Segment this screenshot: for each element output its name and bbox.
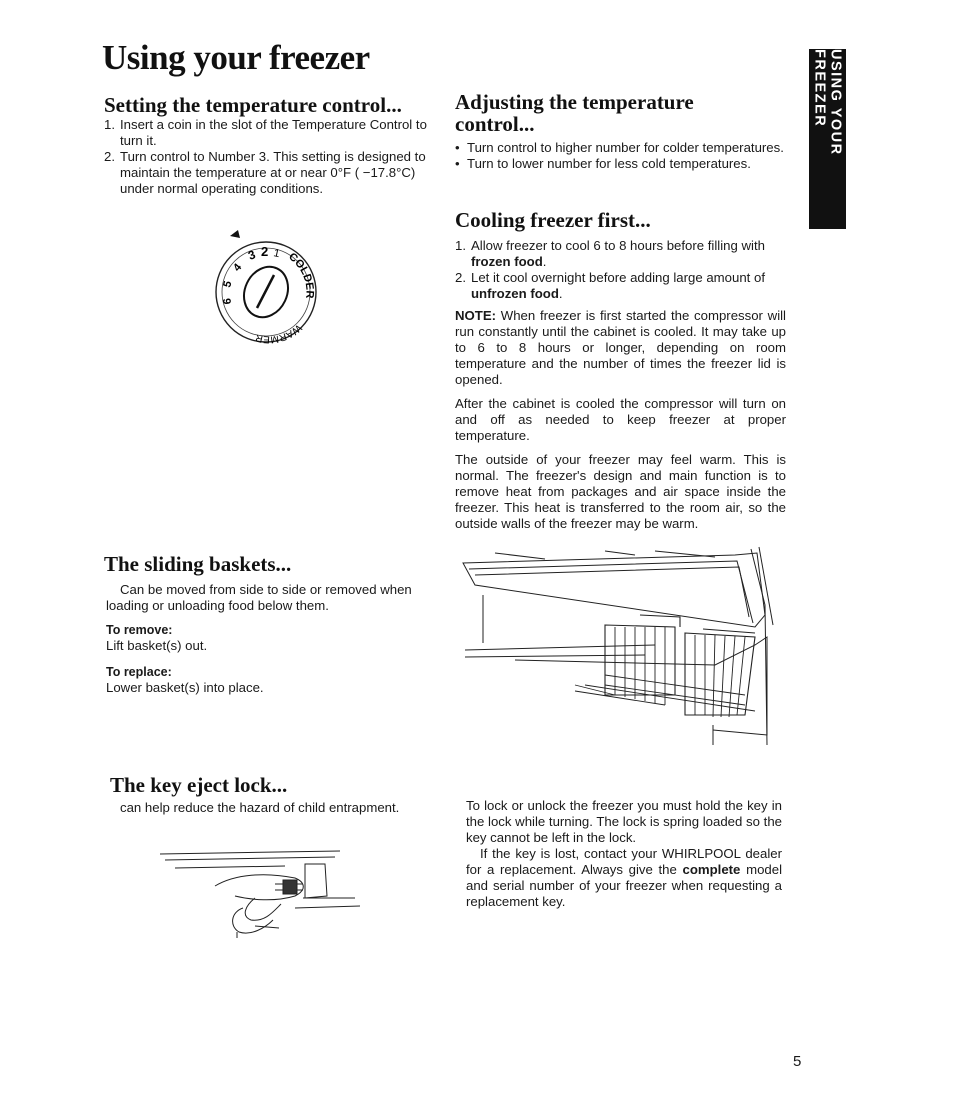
side-tab-label: USING YOUR FREEZER (811, 49, 844, 156)
lock-body (466, 798, 782, 910)
baskets-heading: The sliding baskets... (104, 552, 292, 576)
lock-para-1: To lock or unlock the freezer you must hold the key in the lock while turning. The lock is spring loaded so the key cannot be left in the lock. (466, 798, 782, 845)
dial-number-4: 4 (231, 261, 245, 274)
setting-step: 2. Turn control to Number 3. This setting is designed to maintain the temperature at or near 0°F ( −17.8°C) under normal operating conditions. (104, 149, 426, 196)
baskets-intro: Can be moved from side to side or removed when loading or unloading food below them. (106, 582, 412, 613)
dial-number-6: 6 (221, 297, 234, 305)
cooling-step: 1. Allow freezer to cool 6 to 8 hours before filling with frozen food. (455, 238, 765, 269)
lock-intro: can help reduce the hazard of child entrapment. (120, 800, 400, 815)
adjusting-bullet: • Turn to lower number for less cold temperatures. (455, 156, 785, 172)
dial-label-warmer: WARMER (254, 321, 304, 345)
baskets-replace-label: To replace: (106, 665, 172, 679)
dial-label-colder: COLDER (286, 250, 316, 299)
dial-number-1: 1 (272, 247, 281, 261)
temperature-dial-illustration (210, 228, 322, 348)
adjusting-heading: Adjusting the temperature control... (455, 90, 694, 136)
key-lock-illustration (155, 846, 365, 938)
dial-number-3: 3 (246, 247, 258, 263)
baskets-remove-text: Lift basket(s) out. (106, 638, 208, 653)
side-tab (809, 49, 846, 229)
freezer-baskets-illustration (455, 545, 785, 750)
page-title: Using your freezer (102, 38, 370, 77)
cooling-note: NOTE: When freezer is first started the compressor will run constantly until the cabinet is cooled. It may take up to 6 to 8 hours or longer, depending on room temperature and the number of times the freezer lid is opened. (455, 308, 786, 387)
pointer-mark (230, 230, 240, 238)
page-number: 5 (793, 1053, 802, 1070)
lock-para-2: If the key is lost, contact your WHIRLPOOL dealer for a replacement. Always give the complete model and serial number of your freezer when requesting a replacement key. (466, 846, 782, 909)
dial-number-2: 2 (261, 244, 269, 259)
cooling-heading: Cooling freezer first... (455, 208, 651, 232)
cooling-body (455, 238, 786, 532)
adjusting-bullet: • Turn control to higher number for colder temperatures. (455, 140, 785, 156)
setting-steps (104, 117, 436, 197)
cooling-step: 2. Let it cool overnight before adding large amount of unfrozen food. (455, 270, 765, 301)
adjusting-bullets (455, 140, 785, 172)
baskets-remove-label: To remove: (106, 623, 173, 637)
cooling-para-2: After the cabinet is cooled the compressor will turn on and off as needed to keep freezer at proper temperature. (455, 396, 786, 443)
dial-number-5: 5 (221, 279, 235, 289)
baskets-body (106, 582, 436, 696)
setting-heading: Setting the temperature control... (104, 93, 402, 117)
setting-step: 1. Insert a coin in the slot of the Temperature Control to turn it. (104, 117, 427, 148)
baskets-replace-text: Lower basket(s) into place. (106, 680, 264, 695)
cooling-para-3: The outside of your freezer may feel warm. This is normal. The freezer's design and main function is to remove heat from packages and air space inside the freezer. This heat is transferred to the room air, so the outside walls of the freezer may be warm. (455, 452, 786, 531)
lock-heading: The key eject lock... (110, 773, 288, 797)
